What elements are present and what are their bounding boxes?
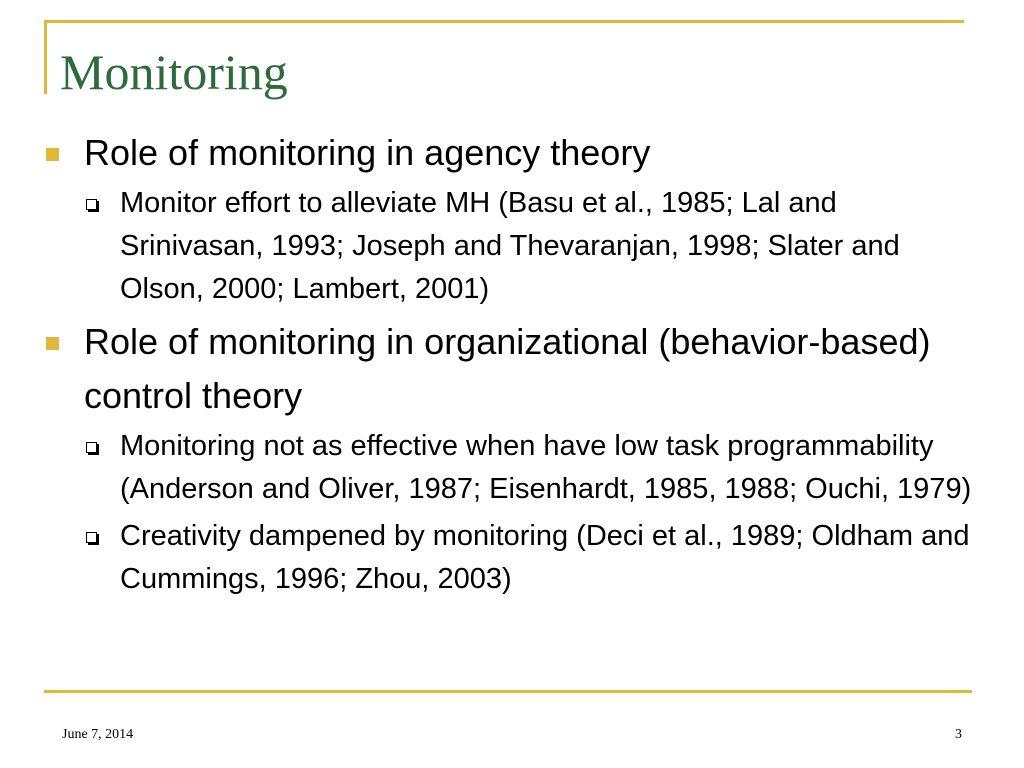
square-bullet-icon — [46, 337, 59, 350]
bullet-text: Monitor effort to alleviate MH (Basu et al., 1985; Lal and Srinivasan, 1993; Joseph and Thevaranjan, 1998; Slater and Olson, 2000; Lambert, 2001) — [120, 187, 900, 305]
bullet-level2 — [120, 425, 972, 511]
bullet-level1 — [84, 315, 972, 423]
bottom-rule — [44, 690, 972, 693]
top-rule — [44, 20, 964, 23]
page-number: 3 — [955, 727, 962, 742]
slide-title: Monitoring — [60, 44, 288, 100]
slide-content — [0, 126, 1024, 605]
footer-date: June 7, 2014 — [62, 727, 134, 742]
hollow-square-bullet-icon — [86, 532, 97, 543]
bullet-text: Creativity dampened by monitoring (Deci et al., 1989; Oldham and Cummings, 1996; Zhou, 2003) — [120, 520, 970, 595]
hollow-square-bullet-icon — [86, 442, 97, 453]
hollow-square-bullet-icon — [86, 199, 97, 210]
bullet-text: Role of monitoring in agency theory — [84, 132, 651, 173]
bullet-level1 — [84, 126, 972, 180]
bullet-text: Role of monitoring in organizational (behavior-based) control theory — [84, 321, 931, 416]
left-rule — [44, 20, 47, 94]
bullet-level2 — [120, 515, 972, 601]
bullet-level2 — [120, 182, 972, 311]
bullet-text: Monitoring not as effective when have low task programmability (Anderson and Oliver, 1987; Eisenhardt, 1985, 1988; Ouchi, 1979) — [120, 430, 972, 505]
square-bullet-icon — [46, 148, 59, 161]
